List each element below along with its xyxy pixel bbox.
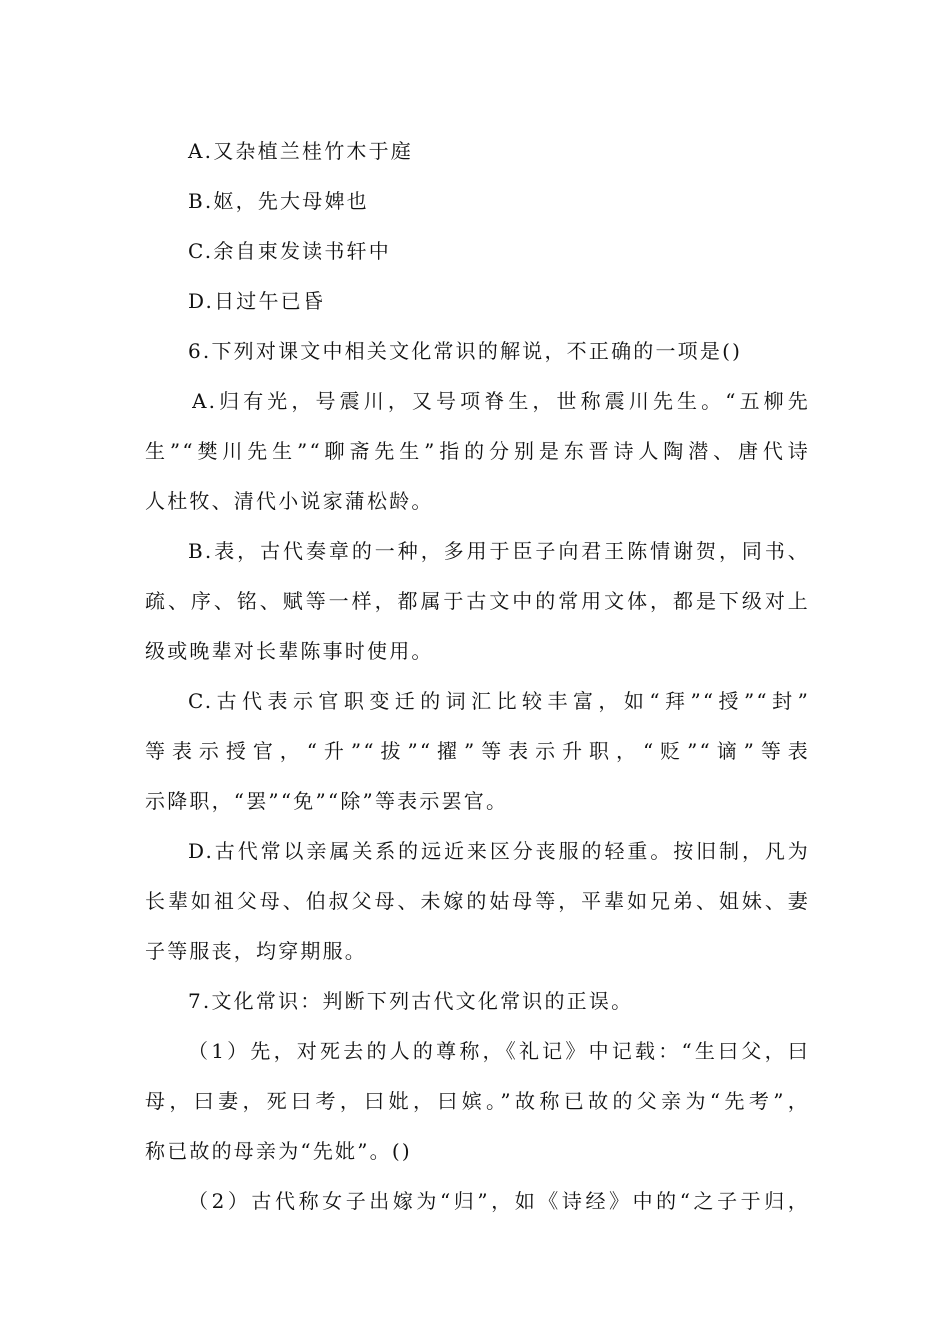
- q6-option-a-line-2: 生”“樊川先生”“聊斋先生”指的分别是东晋诗人陶潜、唐代诗: [145, 439, 810, 463]
- q6-option-d-line-1: D.古代常以亲属关系的远近来区分丧服的轻重。按旧制，凡为: [188, 839, 810, 863]
- q6-option-c-line-1: C.古代表示官职变迁的词汇比较丰富，如“拜”“授”“封”: [188, 689, 810, 713]
- q6-option-d-line-3: 子等服丧，均穿期服。: [145, 939, 367, 963]
- q5-option-d: D.日过午已昏: [188, 289, 326, 313]
- q7-item-1-line-2: 母，曰妻，死曰考，曰妣，曰嫔。”故称已故的父亲为“先考”，: [145, 1089, 810, 1113]
- q5-option-c: C.余自束发读书轩中: [188, 239, 391, 263]
- q5-option-b: B.妪，先大母婢也: [188, 189, 369, 213]
- q6-option-a-line-3: 人杜牧、清代小说家蒲松龄。: [145, 489, 434, 513]
- q7-item-1-line-1: （1）先，对死去的人的尊称，《礼记》中记载：“生曰父，曰: [188, 1039, 810, 1063]
- q6-stem: 6.下列对课文中相关文化常识的解说，不正确的一项是(): [188, 339, 743, 363]
- q7-item-2-line-1: （2）古代称女子出嫁为“归”，如《诗经》中的“之子于归，: [188, 1189, 810, 1213]
- q6-option-d-line-2: 长辈如祖父母、伯叔父母、未嫁的姑母等，平辈如兄弟、姐妹、妻: [145, 889, 810, 913]
- q7-item-1-line-3: 称已故的母亲为“先妣”。(): [145, 1139, 412, 1163]
- q6-option-c-line-3: 示降职，“罢”“免”“除”等表示罢官。: [145, 789, 509, 813]
- q6-option-b-line-2: 疏、序、铭、赋等一样，都属于古文中的常用文体，都是下级对上: [145, 589, 810, 613]
- q5-option-a: A.又杂植兰桂竹木于庭: [188, 139, 414, 163]
- q6-option-a-line-1: A.归有光，号震川，又号项脊生，世称震川先生。“五柳先: [192, 389, 810, 413]
- q6-option-c-line-2: 等表示授官，“升”“拔”“擢”等表示升职，“贬”“谪”等表: [145, 739, 810, 763]
- q7-stem: 7.文化常识：判断下列古代文化常识的正误。: [188, 989, 634, 1013]
- q6-option-b-line-1: B.表，古代奏章的一种，多用于臣子向君王陈情谢贺，同书、: [188, 539, 810, 563]
- q6-option-b-line-3: 级或晚辈对长辈陈事时使用。: [145, 639, 434, 663]
